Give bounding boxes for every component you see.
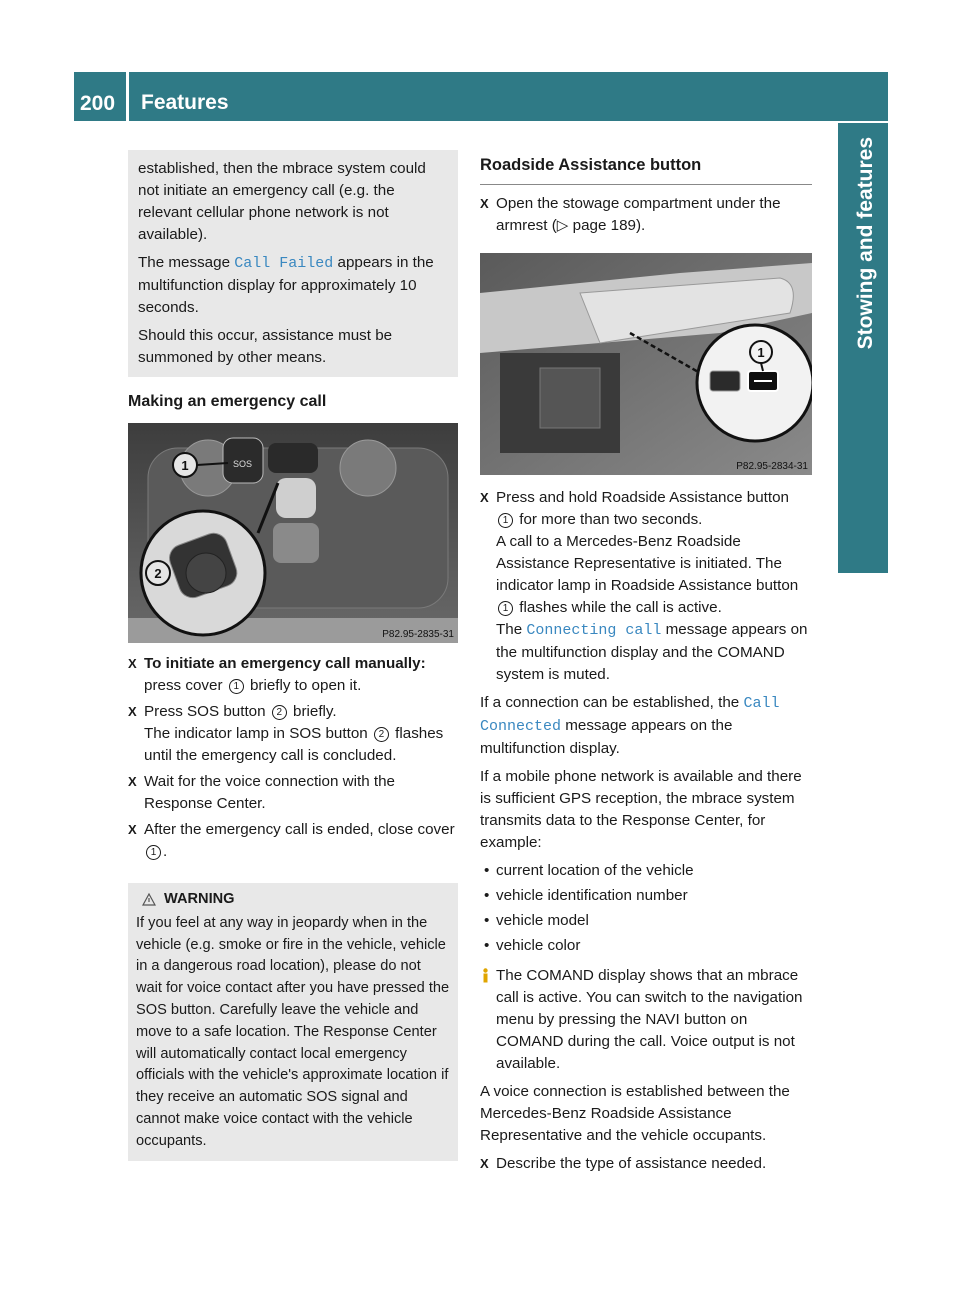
info-note <box>480 965 812 1075</box>
bullet-icon: • <box>484 862 490 879</box>
step-item: X To initiate an emergency call manually: press cover 1 briefly to open it. <box>128 655 426 694</box>
callout-2-icon: 2 <box>374 727 389 742</box>
overhead-control-panel-figure <box>128 423 458 643</box>
callout-1-number: 1 <box>757 345 765 360</box>
bullet-icon: • <box>484 912 490 929</box>
display-message-connecting-call: Connecting call <box>526 622 662 639</box>
step-item: X Describe the type of assistance needed. <box>480 1153 812 1175</box>
warning-text: If you feel at any way in jeopardy when in the vehicle (e.g. smoke or fire in the vehicle, vehicle in a dangerous road location), please do not wait for voice contact after you have pressed the SOS button. Carefully leave the vehicle and move to a safe location. The Response Center will automatically contact local emergency officials with the vehicle's approximate location if they receive an automatic SOS signal and cannot make voice contact with the vehicle occupants. <box>136 914 450 1149</box>
step-item: X Press SOS button 2 briefly. The indicator lamp in SOS button 2 flashes until the emergency call is concluded. <box>128 703 444 764</box>
bullet-icon: • <box>484 937 490 954</box>
step-item: X After the emergency call is ended, close cover 1 . <box>128 821 455 860</box>
note-box <box>128 150 458 377</box>
callout-1-icon: 1 <box>146 845 161 860</box>
voice-connection-paragraph: A voice connection is established between the Mercedes-Benz Roadside Assistance Representative and the vehicle occupants. <box>480 1083 790 1144</box>
roadside-assistance-heading: Roadside Assistance button <box>480 154 812 185</box>
figure-caption: P82.95-2834-31 <box>736 461 808 472</box>
note-paragraph-3: Should this occur, assistance must be summoned by other means. <box>138 327 393 366</box>
warning-header <box>136 889 450 911</box>
step-marker-icon: X <box>480 490 489 505</box>
info-text: The COMAND display shows that an mbrace call is active. You can switch to the navigation menu by pressing the NAVI button on COMAND during the call. Voice output is not available. <box>496 967 803 1072</box>
bullet-icon: • <box>484 887 490 904</box>
figure-caption: P82.95-2835-31 <box>382 629 454 640</box>
step-marker-icon: X <box>480 196 489 211</box>
step-item: X Wait for the voice connection with the Response Center. <box>128 773 396 812</box>
data-transmission-paragraph: If a mobile phone network is available and there is sufficient GPS reception, the mbrace system transmits data to the Response Center, for example: <box>480 768 802 851</box>
emergency-call-heading: Making an emergency call <box>128 393 327 410</box>
sos-label: SOS <box>233 459 253 469</box>
step-marker-icon: X <box>128 774 137 789</box>
step-marker-icon: X <box>128 822 137 837</box>
warning-triangle-icon <box>142 893 156 906</box>
side-tab <box>838 123 888 573</box>
step-item: X Press and hold Roadside Assistance button 1 for more than two seconds. A call to a Mercedes-Benz Roadside Assistance Representative is initiated. The indicator lamp in Roadside Assistance button 1 flashes while the call is active. The Connecting call message appears on the multifunction display and the COMAND system is muted. <box>480 489 808 683</box>
list-item: • vehicle color <box>480 935 812 957</box>
roadside-steps <box>480 487 812 686</box>
armrest-compartment-figure <box>480 253 812 475</box>
display-message-call-connected: Call Connected <box>480 695 780 735</box>
info-icon <box>480 968 491 983</box>
callout-1-icon: 1 <box>498 601 513 616</box>
page-reference-arrow-icon: ▷ <box>556 217 569 234</box>
warning-title: WARNING <box>164 891 235 907</box>
list-item: • vehicle model <box>480 910 812 932</box>
step-marker-icon: X <box>128 656 137 671</box>
list-item: • current location of the vehicle <box>480 860 812 882</box>
transmitted-data-list <box>480 860 812 957</box>
side-tab-label: Stowing and features <box>854 137 877 350</box>
section-title: Features <box>129 72 888 121</box>
callout-2-number: 2 <box>154 566 162 581</box>
overhead-panel-illustration <box>128 423 458 643</box>
call-connected-paragraph: If a connection can be established, the Call Connected message appears on the multifunction display. <box>480 694 780 757</box>
note-paragraph-2: The message Call Failed appears in the multifunction display for approximately 10 seconds. <box>138 254 434 316</box>
note-paragraph-1: established, then the mbrace system could not initiate an emergency call (e.g. the relevant cellular phone network is not available). <box>138 160 426 243</box>
warning-box <box>128 883 458 1161</box>
emergency-steps <box>128 653 458 863</box>
display-message-call-failed: Call Failed <box>234 255 334 272</box>
callout-1-icon: 1 <box>229 679 244 694</box>
callout-2-icon: 2 <box>272 705 287 720</box>
left-column <box>128 150 458 1161</box>
page-number: 200 <box>74 72 126 121</box>
step-marker-icon: X <box>480 1156 489 1171</box>
step-marker-icon: X <box>128 704 137 719</box>
step-item: X Open the stowage compartment under the armrest (▷ page 189). <box>480 195 781 234</box>
callout-1-number: 1 <box>181 458 189 473</box>
right-column <box>480 150 812 1179</box>
list-item: • vehicle identification number <box>480 885 812 907</box>
callout-1-icon: 1 <box>498 513 513 528</box>
armrest-illustration <box>480 253 812 475</box>
